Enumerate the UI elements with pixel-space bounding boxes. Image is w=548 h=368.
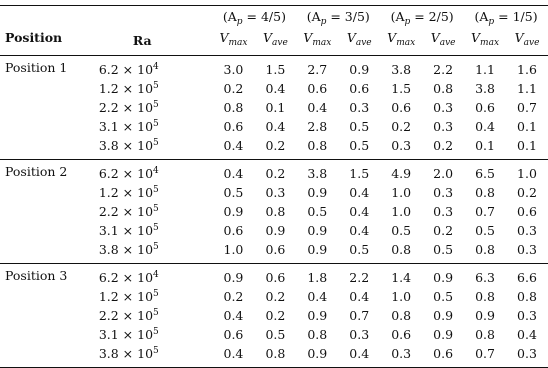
- table-row: [0, 240, 548, 264]
- ra-value: $3.8 \times 10^5$: [98, 345, 159, 361]
- vmax-cell: 0.7: [475, 203, 495, 219]
- table-row: [0, 79, 548, 98]
- table-row: [0, 306, 548, 325]
- vmax-cell: 0.6: [391, 326, 412, 342]
- vmax-cell: 6.5: [475, 165, 495, 181]
- vmax-cell: 1.4: [391, 269, 412, 285]
- vmax-cell: 3.8: [475, 80, 495, 96]
- vave-cell: 1.5: [265, 61, 286, 77]
- ra-value: $2.2 \times 10^5$: [98, 307, 159, 323]
- vave-cell: 0.3: [517, 345, 537, 361]
- vave-cell: 0.6: [265, 241, 286, 257]
- ra-value: $3.8 \times 10^5$: [98, 241, 159, 257]
- vmax-cell: 1.0: [391, 203, 412, 219]
- table-row: [0, 325, 548, 344]
- vave-cell: 0.2: [265, 137, 286, 153]
- vave-cell: 0.4: [265, 80, 286, 96]
- vmax-cell: 0.8: [475, 326, 495, 342]
- vave-cell: 0.3: [517, 307, 537, 323]
- vave-cell: 0.8: [265, 203, 286, 219]
- group-header: $(A_p = 2/5)$: [390, 9, 454, 27]
- vmax-cell: 0.9: [223, 203, 244, 219]
- vave-cell: 0.9: [433, 269, 454, 285]
- vmax-cell: 0.6: [223, 326, 244, 342]
- vmax-cell: 0.4: [223, 137, 244, 153]
- vmax-column-header: $V_{max}$: [387, 30, 416, 48]
- vave-cell: 0.9: [349, 61, 370, 77]
- vmax-cell: 6.3: [475, 269, 495, 285]
- header-row-columns: [0, 30, 548, 56]
- vmax-cell: 0.2: [223, 288, 244, 304]
- vave-cell: 0.6: [517, 203, 537, 219]
- vmax-cell: 0.7: [475, 345, 495, 361]
- table-row: [0, 98, 548, 117]
- vave-cell: 2.2: [349, 269, 370, 285]
- vmax-cell: 0.4: [475, 118, 495, 134]
- vmax-cell: 0.5: [223, 184, 244, 200]
- vave-cell: 0.5: [349, 118, 370, 134]
- vave-cell: 0.3: [265, 184, 286, 200]
- vmax-column-header: $V_{max}$: [219, 30, 248, 48]
- position-label: Position 1: [5, 60, 68, 75]
- vmax-cell: 0.5: [391, 222, 412, 238]
- header-row-groups: [0, 6, 548, 31]
- vmax-cell: 0.8: [391, 307, 412, 323]
- vave-cell: 0.5: [433, 241, 454, 257]
- vave-cell: 0.3: [517, 241, 537, 257]
- vave-cell: 0.3: [433, 99, 454, 115]
- ra-value: $1.2 \times 10^5$: [98, 80, 159, 96]
- vave-cell: 0.4: [265, 118, 286, 134]
- vmax-cell: 0.6: [475, 99, 495, 115]
- vave-cell: 6.6: [517, 269, 537, 285]
- position-label: Position 2: [5, 164, 68, 179]
- vave-cell: 0.3: [349, 99, 370, 115]
- vave-cell: 1.1: [517, 80, 537, 96]
- vmax-cell: 1.1: [475, 61, 495, 77]
- vmax-cell: 0.5: [475, 222, 495, 238]
- vave-cell: 0.9: [433, 307, 454, 323]
- vave-cell: 0.2: [265, 288, 286, 304]
- ra-value: $2.2 \times 10^5$: [98, 203, 159, 219]
- ra-value: $1.2 \times 10^5$: [98, 184, 159, 200]
- vmax-column-header: $V_{max}$: [303, 30, 332, 48]
- vave-cell: 0.3: [433, 184, 454, 200]
- vmax-cell: 0.6: [391, 99, 412, 115]
- vave-cell: 0.4: [349, 288, 370, 304]
- vave-cell: 0.4: [349, 184, 370, 200]
- vave-cell: 0.9: [433, 326, 454, 342]
- position-label: Position 3: [5, 268, 68, 283]
- ra-value: $3.1 \times 10^5$: [98, 118, 159, 134]
- vave-column-header: $V_{ave}$: [514, 30, 540, 48]
- ra-value: $6.2 \times 10^4$: [98, 61, 159, 77]
- vave-cell: 1.0: [517, 165, 537, 181]
- vmax-cell: 0.8: [307, 137, 328, 153]
- table-row: [0, 160, 548, 184]
- vave-cell: 0.6: [349, 80, 370, 96]
- vave-cell: 0.3: [433, 118, 454, 134]
- position-column-header: Position: [5, 30, 63, 45]
- vmax-cell: 3.8: [391, 61, 412, 77]
- vave-cell: 2.2: [433, 61, 454, 77]
- vmax-cell: 0.9: [307, 345, 328, 361]
- vmax-cell: 1.8: [307, 269, 328, 285]
- results-table: [0, 5, 548, 368]
- vmax-cell: 0.9: [475, 307, 495, 323]
- vmax-cell: 0.8: [391, 241, 412, 257]
- group-header: $(A_p = 4/5)$: [222, 9, 286, 27]
- table-row: [0, 287, 548, 306]
- vmax-cell: 3.0: [223, 61, 244, 77]
- group-header: $(A_p = 3/5)$: [306, 9, 370, 27]
- vave-cell: 2.0: [433, 165, 454, 181]
- vmax-cell: 0.6: [307, 80, 328, 96]
- table-row: [0, 183, 548, 202]
- vmax-cell: 0.8: [475, 184, 495, 200]
- vmax-cell: 0.9: [307, 222, 328, 238]
- vave-cell: 0.1: [265, 99, 286, 115]
- vave-cell: 0.4: [349, 345, 370, 361]
- vmax-cell: 0.8: [475, 288, 495, 304]
- vmax-cell: 0.2: [391, 118, 412, 134]
- vave-cell: 0.3: [349, 326, 370, 342]
- vmax-cell: 1.0: [391, 288, 412, 304]
- ra-value: $3.8 \times 10^5$: [98, 137, 159, 153]
- vave-cell: 0.6: [265, 269, 286, 285]
- table-row: [0, 117, 548, 136]
- vmax-cell: 0.4: [307, 288, 328, 304]
- vave-cell: 0.2: [433, 137, 454, 153]
- ra-value: $3.1 \times 10^5$: [98, 222, 159, 238]
- vave-cell: 1.6: [517, 61, 537, 77]
- table-row: [0, 221, 548, 240]
- vmax-cell: 0.6: [223, 222, 244, 238]
- ra-column-header: Ra: [132, 32, 152, 48]
- vave-cell: 0.8: [265, 345, 286, 361]
- table-header: [0, 6, 548, 56]
- vmax-cell: 0.4: [223, 345, 244, 361]
- vmax-cell: 0.5: [307, 203, 328, 219]
- vmax-cell: 1.0: [223, 241, 244, 257]
- group-header: $(A_p = 1/5)$: [474, 9, 538, 27]
- ra-value: $1.2 \times 10^5$: [98, 288, 159, 304]
- vmax-cell: 1.0: [391, 184, 412, 200]
- vave-cell: 0.4: [349, 222, 370, 238]
- vave-cell: 0.3: [517, 222, 537, 238]
- ra-value: $2.2 \times 10^5$: [98, 99, 159, 115]
- vmax-cell: 0.8: [475, 241, 495, 257]
- vmax-cell: 0.8: [307, 326, 328, 342]
- vmax-cell: 0.4: [223, 307, 244, 323]
- vmax-cell: 4.9: [391, 165, 412, 181]
- vmax-cell: 0.9: [307, 307, 328, 323]
- table-body: [0, 56, 548, 368]
- vmax-cell: 2.7: [307, 61, 328, 77]
- vave-cell: 1.5: [349, 165, 370, 181]
- vave-cell: 0.2: [517, 184, 537, 200]
- vave-cell: 0.7: [349, 307, 370, 323]
- vmax-cell: 0.3: [391, 137, 412, 153]
- vmax-cell: 2.8: [307, 118, 328, 134]
- vave-cell: 0.2: [265, 165, 286, 181]
- vave-cell: 0.3: [433, 203, 454, 219]
- vave-cell: 0.8: [433, 80, 454, 96]
- vave-cell: 0.1: [517, 118, 537, 134]
- table-row: [0, 202, 548, 221]
- vmax-cell: 0.4: [223, 165, 244, 181]
- vave-column-header: $V_{ave}$: [346, 30, 372, 48]
- vave-cell: 0.2: [433, 222, 454, 238]
- vave-cell: 0.7: [517, 99, 537, 115]
- vmax-cell: 0.1: [475, 137, 495, 153]
- vave-cell: 0.5: [433, 288, 454, 304]
- vave-column-header: $V_{ave}$: [262, 30, 288, 48]
- vave-cell: 0.1: [517, 137, 537, 153]
- ra-value: $6.2 \times 10^4$: [98, 269, 159, 285]
- ra-value: $3.1 \times 10^5$: [98, 326, 159, 342]
- table-row: [0, 136, 548, 160]
- vmax-cell: 0.3: [391, 345, 412, 361]
- vave-cell: 0.8: [517, 288, 537, 304]
- vave-cell: 0.5: [349, 241, 370, 257]
- vmax-cell: 3.8: [307, 165, 328, 181]
- vave-column-header: $V_{ave}$: [430, 30, 456, 48]
- table-row: [0, 264, 548, 288]
- ra-value: $6.2 \times 10^4$: [98, 165, 159, 181]
- vave-cell: 0.5: [349, 137, 370, 153]
- table-row: [0, 344, 548, 368]
- vave-cell: 0.6: [433, 345, 454, 361]
- vmax-cell: 0.6: [223, 118, 244, 134]
- vmax-cell: 1.5: [391, 80, 412, 96]
- vmax-column-header: $V_{max}$: [471, 30, 500, 48]
- vmax-cell: 0.2: [223, 80, 244, 96]
- vmax-cell: 0.9: [307, 241, 328, 257]
- table-row: [0, 56, 548, 80]
- vmax-cell: 0.4: [307, 99, 328, 115]
- vave-cell: 0.2: [265, 307, 286, 323]
- vmax-cell: 0.9: [223, 269, 244, 285]
- vave-cell: 0.9: [265, 222, 286, 238]
- vave-cell: 0.4: [349, 203, 370, 219]
- vave-cell: 0.4: [517, 326, 537, 342]
- vave-cell: 0.5: [265, 326, 286, 342]
- vmax-cell: 0.8: [223, 99, 244, 115]
- vmax-cell: 0.9: [307, 184, 328, 200]
